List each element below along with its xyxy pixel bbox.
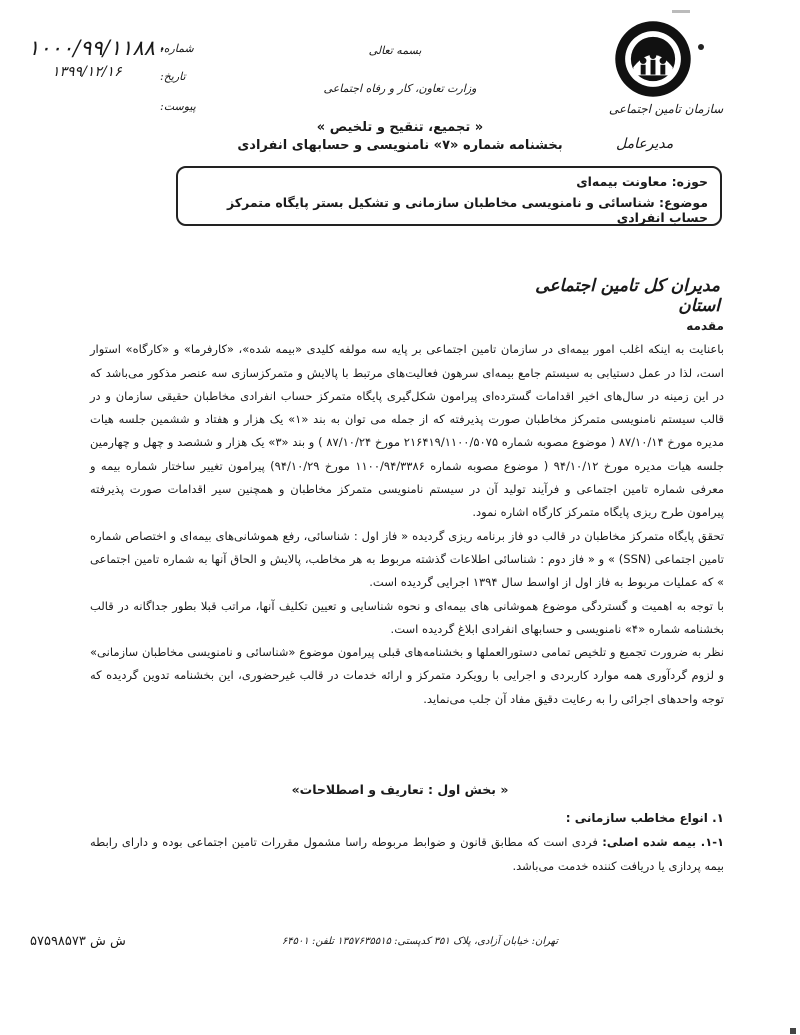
number-label: شماره: bbox=[160, 42, 194, 55]
document-body bbox=[90, 315, 724, 711]
ministry-name: وزارت تعاون، کار و رفاه اجتماعی bbox=[323, 82, 477, 95]
date-label: تاریخ: bbox=[160, 70, 186, 83]
definition-label: ۱-۱. بیمه شده اصلی: bbox=[602, 835, 724, 849]
intro-heading: مقدمه bbox=[686, 319, 724, 333]
paragraph: نظر به ضرورت تجمیع و تلخیص تمامی دستورالعملها و بخشنامه‌های قبلی پیرامون موضوع «شناسائی و نامنویسی مخاطبان سازمانی» و لزوم گردآوری همه موارد کاربردی و اجرایی با رویکرد متمرکز و ارائه خدمات در قالب غیرحضوری، این بخشنامه تدوین گردیده که توجه واحدهای اجرائی را به رعایت دقیق مفاد آن جلب می‌نماید. bbox=[90, 645, 724, 706]
definition-item: ۱. انواع مخاطب سازمانی : bbox=[565, 811, 724, 825]
circular-title: بخشنامه شماره «۷» نامنویسی و حسابهای انفرادی bbox=[237, 138, 563, 153]
org-logo-icon bbox=[612, 18, 694, 100]
paragraph: تحقق پایگاه متمرکز مخاطبان در قالب دو فاز برنامه ریزی گردیده « فاز اول : شناسائی، رفع هموشانی‌های بیمه‌ای و اختصاص شماره تامین اجتماعی (SSN) » و « فاز دوم : شناسائی اطلاعات گذشته مربوط به هر مخاطب، پالایش و الحاق آنها به شماره تامین اجتماعی » که عملیات مربوط به فاز اول از اواسط سال ۱۳۹۴ اجرایی گردیده است. bbox=[90, 528, 725, 590]
definitions bbox=[90, 806, 724, 878]
subject-topic: موضوع: شناسائی و نامنویسی مخاطبان سازمانی و تشکیل بستر پایگاه متمرکز حساب انفرادی bbox=[227, 195, 708, 225]
subject-box bbox=[176, 166, 722, 226]
org-name: سازمان تامین اجتماعی bbox=[608, 102, 724, 116]
footer-code: ش ش ۵۷۵۹۸۵۷۳ bbox=[30, 934, 126, 949]
scan-mark bbox=[790, 1028, 796, 1034]
definition-subitem bbox=[90, 830, 724, 878]
definition-text: فردی است که مطابق قانون و ضوابط مربوطه راسا مشمول مقررات تامین اجتماعی بوده و دارای رابطه بیمه پردازی یا دریافت کننده خدمت می‌باشد. bbox=[90, 835, 724, 873]
subject-domain: حوزه: معاونت بیمه‌ای bbox=[576, 174, 708, 189]
addressee: مدیران کل تامین اجتماعی استان bbox=[535, 276, 720, 316]
margin-dot bbox=[698, 44, 704, 50]
circular-subtitle: « تجمیع، تنقیح و تلخیص » bbox=[316, 120, 484, 135]
director-title: مدیرعامل bbox=[616, 136, 674, 152]
footer-address: تهران: خیابان آزادی، پلاک ۳۵۱ کدپستی: ۱۳۵۷۶۳۵۵۱۵ تلفن: ۶۴۵۰۱ bbox=[281, 936, 559, 947]
letter-number: ۱۰۰۰/۹۹/۱۱۸۸۰ bbox=[28, 36, 167, 60]
bismillah: بسمه تعالی bbox=[368, 44, 422, 57]
attachment-label: پیوست: bbox=[160, 100, 196, 113]
paragraph: باعنایت به اینکه اغلب امور بیمه‌ای در سازمان تامین اجتماعی بر پایه سه مولفه کلیدی «بیمه شده»، «کارفرما» و «کارگاه» استوار است، لذا در عمل دستیابی به سیستم جامع بیمه‌ای سرهون فعالیت‌های مرتبط با پالایش و متمرکزسازی سه عنصر مذکور می‌باشد که در این زمینه در سال‌های اخیر اقدامات گسترده‌ای پیرامون شکل‌گیری پایگاه متمرکز حساب انفرادی مخاطبان حقیقی سازمان و در قالب سیستم نامنویسی متمرکز مخاطبان صورت پذیرفته که از جمله می توان به بند «۱» یک هزار و هفتاد و ششمین جلسه هیات مدیره مورخ ۸۷/۱۰/۱۴ ( موضوع مصوبه شماره ۲۱۶۴۱۹/۱۱۰۰/۵۰۷۵ مورخ ۸۷/۱۰/۲۴ ) و بند «۳» یک هزار و ششصد و چهل و چهارمین جلسه هیات مدیره مورخ ۹۴/۱۰/۱۲ ( موضوع مصوبه شماره ۱۱۰۰/۹۴/۳۳۸۶ مورخ ۹۴/۱۰/۲۹) پیرامون تغییر ساختار شماره بیمه و معرفی شماره تامین اجتماعی و فرآیند تولید آن در سیستم نامنویسی متمرکز مخاطبان و همچنین سیر اقدامات صورت پذیرفته پیرامون طرح ریزی پایگاه متمرکز کارگاه اشاره نمود. bbox=[90, 342, 725, 520]
section-title: « بخش اول : تعاریف و اصطلاحات» bbox=[291, 782, 509, 797]
scan-mark bbox=[672, 10, 690, 13]
letter-date: ۱۳۹۹/۱۲/۱۶ bbox=[52, 64, 122, 80]
paragraph: با توجه به اهمیت و گستردگی موضوع هموشانی های بیمه‌ای و نحوه شناسایی و تعیین تکلیف آنها، مراتب قبلا بطور جداگانه در قالب بخشنامه شماره «۴» نامنویسی و حسابهای انفرادی ابلاغ گردیده است. bbox=[90, 598, 724, 636]
